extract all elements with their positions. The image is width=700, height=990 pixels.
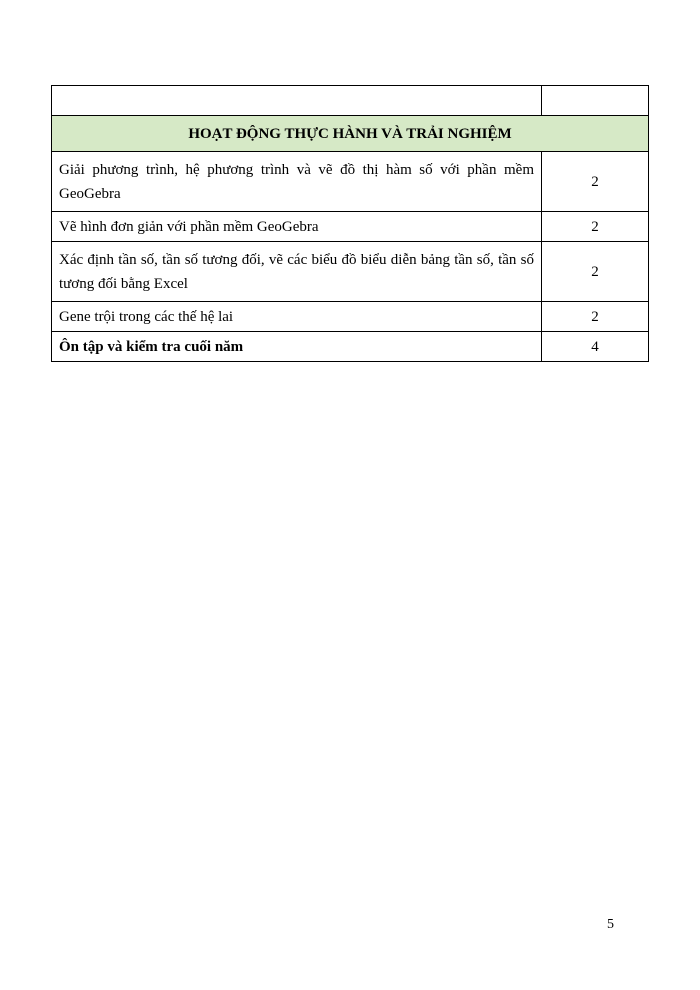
section-header-row <box>52 116 649 152</box>
lesson-hours: 4 <box>542 332 649 362</box>
table-row-review <box>52 332 649 362</box>
section-title: HOẠT ĐỘNG THỰC HÀNH VÀ TRẢI NGHIỆM <box>52 116 649 152</box>
lesson-name: Vẽ hình đơn giản với phần mềm GeoGebra <box>52 212 542 242</box>
curriculum-table <box>51 85 649 362</box>
lesson-hours: 2 <box>542 302 649 332</box>
lesson-name: Giải phương trình, hệ phương trình và vẽ đồ thị hàm số với phần mềm GeoGebra <box>52 152 542 212</box>
table-row <box>52 242 649 302</box>
lesson-name: Gene trội trong các thế hệ lai <box>52 302 542 332</box>
lesson-name: Ôn tập và kiểm tra cuối năm <box>52 332 542 362</box>
page-number: 5 <box>607 917 614 932</box>
table-row <box>52 302 649 332</box>
lesson-hours: 2 <box>542 242 649 302</box>
lesson-hours: 2 <box>542 212 649 242</box>
empty-cell <box>52 86 542 116</box>
table-row <box>52 152 649 212</box>
table-row-empty <box>52 86 649 116</box>
table-row <box>52 212 649 242</box>
lesson-name: Xác định tần số, tần số tương đối, vẽ các biểu đồ biểu diễn bảng tần số, tần số tương đối bằng Excel <box>52 242 542 302</box>
empty-cell <box>542 86 649 116</box>
lesson-hours: 2 <box>542 152 649 212</box>
